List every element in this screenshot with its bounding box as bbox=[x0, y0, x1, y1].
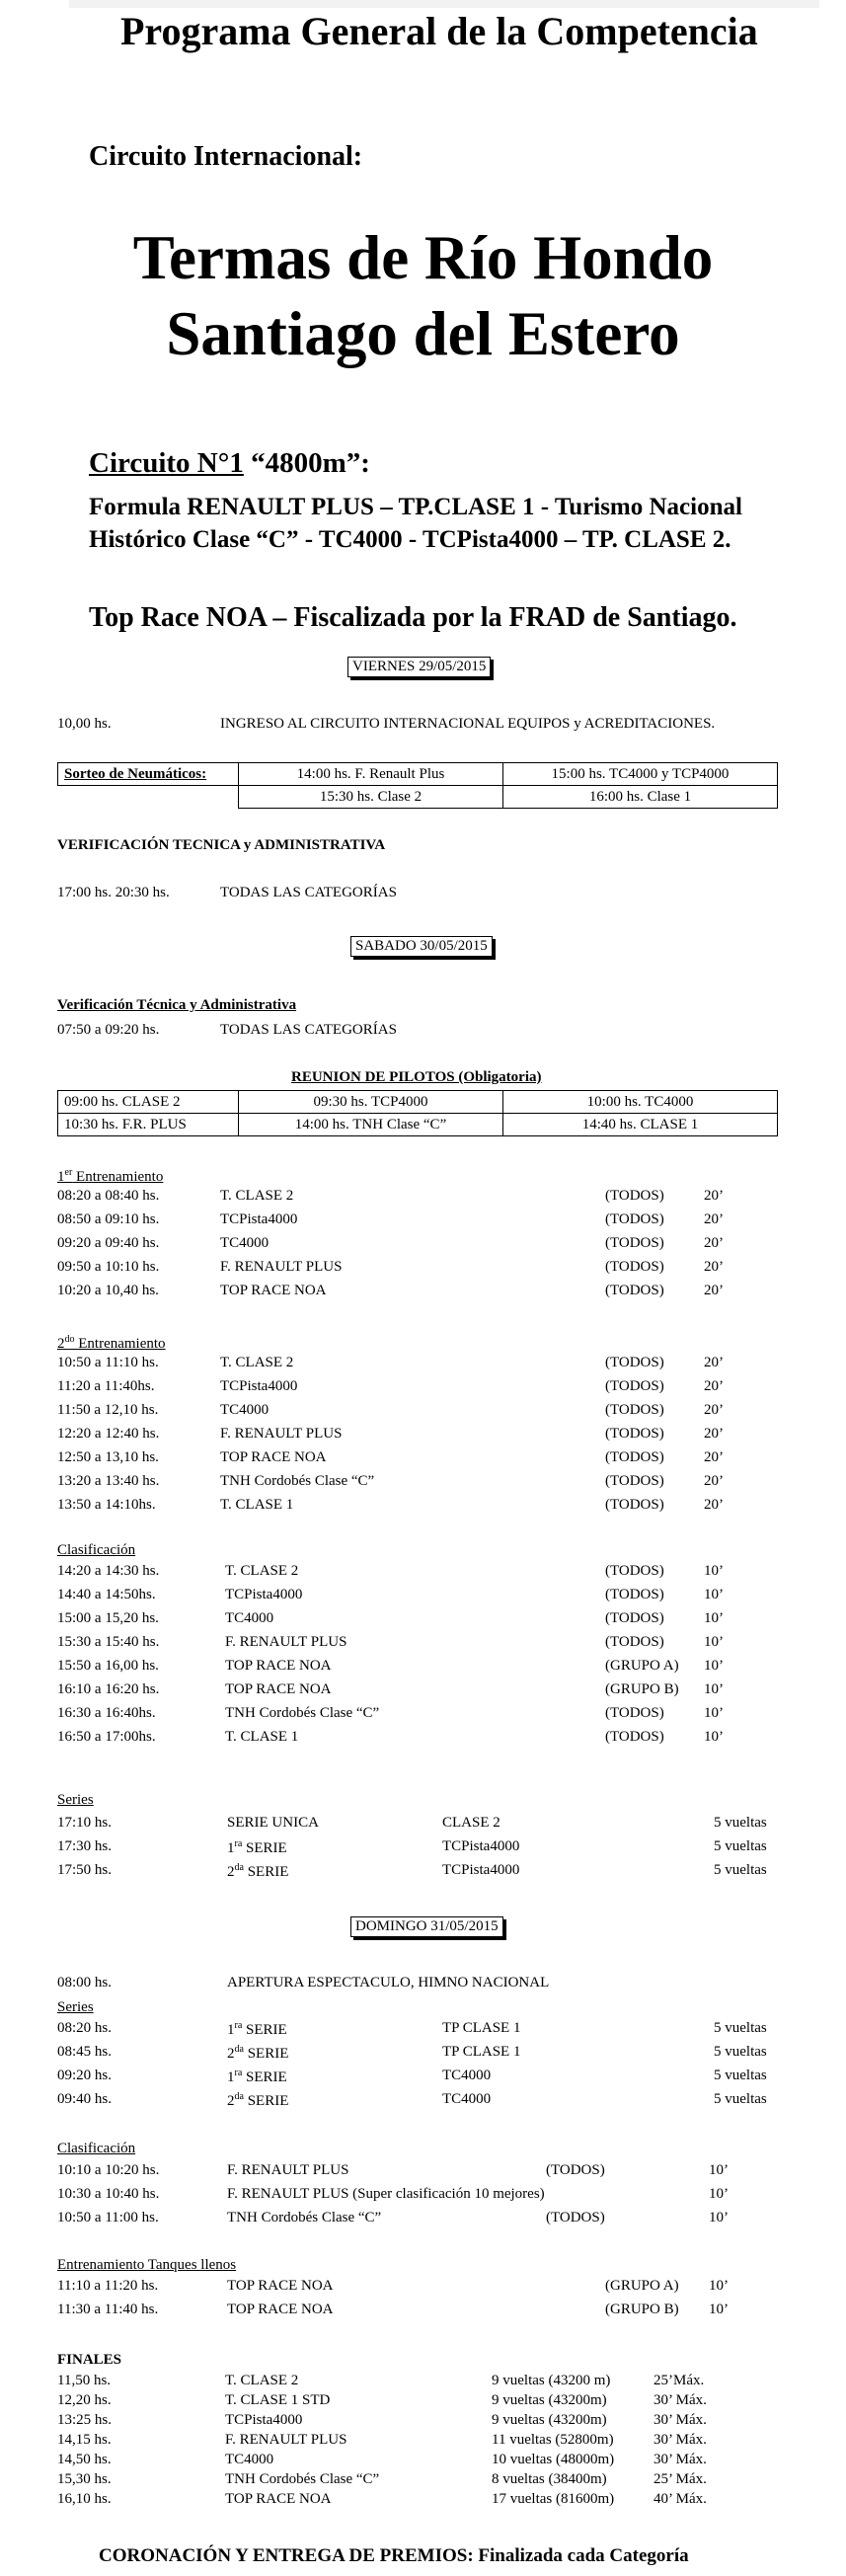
row-laps: 5 vueltas bbox=[714, 2091, 767, 2107]
row-duration: 20’ bbox=[704, 1235, 724, 1251]
row-group: (TODOS) bbox=[605, 1188, 664, 1204]
row-duration: 20’ bbox=[704, 1355, 724, 1370]
row-group: (TODOS) bbox=[605, 1259, 664, 1275]
row-category: T. CLASE 1 bbox=[225, 1729, 299, 1745]
table-cell: 10:30 hs. F.R. PLUS bbox=[58, 1114, 239, 1136]
schedule-row bbox=[57, 1426, 788, 1447]
sorteo-table bbox=[57, 762, 778, 809]
row-laps: 9 vueltas (43200m) bbox=[492, 2392, 607, 2408]
row-category: TCPista4000 bbox=[220, 1211, 298, 1227]
row-time: 17:10 hs. bbox=[57, 1815, 113, 1831]
row-category: TCPista4000 bbox=[225, 2412, 303, 2428]
schedule-row bbox=[57, 1563, 788, 1585]
row-laps: 9 vueltas (43200 m) bbox=[492, 2373, 611, 2388]
row-duration: 10’ bbox=[709, 2162, 729, 2178]
row-time: 12:50 a 13,10 hs. bbox=[57, 1449, 159, 1465]
row-category: T. CLASE 1 bbox=[220, 1497, 294, 1513]
serie-sup: da bbox=[234, 1862, 244, 1873]
row-group: (TODOS) bbox=[605, 1587, 664, 1602]
row-time: 10:20 a 10,40 hs. bbox=[57, 1283, 159, 1298]
schedule-row bbox=[57, 2373, 788, 2392]
row-time: 14:40 a 14:50hs. bbox=[57, 1587, 156, 1602]
row-duration: 20’ bbox=[704, 1497, 724, 1513]
schedule-row bbox=[57, 2412, 788, 2432]
entr1-text: Entrenamiento bbox=[72, 1169, 164, 1185]
entr2-label bbox=[57, 1334, 166, 1353]
row-text: INGRESO AL CIRCUITO INTERNACIONAL EQUIPOS y ACREDITACIONES. bbox=[220, 716, 716, 732]
schedule-row bbox=[57, 1681, 788, 1703]
entr1-label bbox=[57, 1167, 163, 1186]
serie-num: 1 bbox=[227, 1840, 235, 1856]
clasif-label-sabado: Clasificación bbox=[57, 1542, 136, 1558]
row-category: T. CLASE 2 bbox=[225, 2373, 299, 2388]
table-row bbox=[58, 1114, 778, 1136]
row-duration: 10’ bbox=[704, 1729, 724, 1745]
schedule-row bbox=[57, 2392, 788, 2412]
coronacion-line: CORONACIÓN Y ENTREGA DE PREMIOS: Finalizada cada Categoría bbox=[99, 2545, 689, 2566]
row-group: (TODOS) bbox=[546, 2162, 605, 2178]
serie-sup: ra bbox=[234, 2068, 243, 2078]
schedule-row bbox=[57, 1497, 788, 1519]
row-text: TODAS LAS CATEGORÍAS bbox=[220, 885, 397, 900]
row-category: F. RENAULT PLUS bbox=[227, 2162, 349, 2178]
row-category: TCPista4000 bbox=[225, 1587, 303, 1602]
row-serie bbox=[227, 2091, 288, 2110]
row-time: 11,50 hs. bbox=[57, 2373, 112, 2388]
row-duration: 20’ bbox=[704, 1473, 724, 1489]
row-duration: 20’ bbox=[704, 1283, 724, 1298]
verif-label-viernes: VERIFICACIÓN TECNICA y ADMINISTRATIVA bbox=[57, 837, 386, 853]
row-category: TOP RACE NOA bbox=[225, 1681, 332, 1697]
row-category: T. CLASE 2 bbox=[220, 1355, 294, 1370]
row-time: 10:50 a 11:00 hs. bbox=[57, 2210, 159, 2225]
row-laps: 8 vueltas (38400m) bbox=[492, 2471, 607, 2487]
row-group: (TODOS) bbox=[605, 1497, 664, 1513]
schedule-row bbox=[57, 1355, 788, 1376]
schedule-row bbox=[57, 1259, 788, 1281]
row-max-time: 40’ Máx. bbox=[654, 2491, 707, 2507]
circuit-heading bbox=[89, 447, 370, 480]
row-time: 10:50 a 11:10 hs. bbox=[57, 1355, 159, 1370]
row-serie bbox=[227, 1862, 288, 1881]
row-laps: 10 vueltas (48000m) bbox=[492, 2452, 615, 2467]
row-time: 15:50 a 16,00 hs. bbox=[57, 1658, 159, 1674]
row-serie bbox=[227, 1838, 287, 1857]
schedule-row bbox=[57, 2471, 788, 2491]
day-label-sabado: SABADO 30/05/2015 bbox=[350, 936, 493, 957]
row-time: 14:20 a 14:30 hs. bbox=[57, 1563, 160, 1579]
row-time: 07:50 a 09:20 hs. bbox=[57, 1022, 160, 1038]
row-category: T. CLASE 2 bbox=[225, 1563, 299, 1579]
row-laps: 5 vueltas bbox=[714, 2068, 767, 2083]
row-time: 11:10 a 11:20 hs. bbox=[57, 2278, 159, 2294]
row-duration: 10’ bbox=[704, 1563, 724, 1579]
entr2-num: 2 bbox=[57, 1336, 65, 1352]
page-title: Programa General de la Competencia bbox=[120, 9, 758, 53]
row-category: F. RENAULT PLUS bbox=[220, 1426, 343, 1442]
sorteo-label: Sorteo de Neumáticos: bbox=[58, 763, 239, 786]
verif-label-sabado: Verificación Técnica y Administrativa bbox=[57, 997, 297, 1013]
row-time: 08:20 hs. bbox=[57, 2020, 113, 2036]
row-group: (TODOS) bbox=[605, 1563, 664, 1579]
row-laps: 9 vueltas (43200m) bbox=[492, 2412, 607, 2428]
schedule-row bbox=[57, 2491, 788, 2511]
row-time: 16:50 a 17:00hs. bbox=[57, 1729, 156, 1745]
row-group: (TODOS) bbox=[605, 1473, 664, 1489]
schedule-row bbox=[57, 1705, 788, 1727]
serie-num: 2 bbox=[227, 1864, 235, 1880]
serie-num: 2 bbox=[227, 2046, 235, 2062]
venue-line-2: Santiago del Estero bbox=[166, 299, 680, 368]
row-time: 10:30 a 10:40 hs. bbox=[57, 2186, 160, 2202]
circuit-number: Circuito N°1 bbox=[89, 447, 244, 479]
row-duration: 10’ bbox=[709, 2278, 729, 2294]
top-strip bbox=[69, 0, 819, 8]
table-row bbox=[58, 786, 778, 809]
row-group: (GRUPO A) bbox=[605, 2278, 679, 2294]
categories-line-2: Histórico Clase “C” - TC4000 - TCPista4000 – TP. CLASE 2. bbox=[89, 526, 731, 553]
table-cell: 14:40 hs. CLASE 1 bbox=[503, 1114, 778, 1136]
row-category: TNH Cordobés Clase “C” bbox=[225, 1705, 380, 1721]
row-duration: 10’ bbox=[704, 1705, 724, 1721]
entr2-text: Entrenamiento bbox=[74, 1336, 166, 1352]
schedule-row bbox=[57, 2278, 788, 2300]
row-duration: 10’ bbox=[704, 1681, 724, 1697]
row-time: 13:50 a 14:10hs. bbox=[57, 1497, 156, 1513]
entr2-sup: do bbox=[64, 1334, 75, 1345]
finales-label: FINALES bbox=[57, 2352, 122, 2368]
row-time: 15,30 hs. bbox=[57, 2471, 112, 2487]
circuit-label: Circuito Internacional: bbox=[89, 141, 363, 172]
row-group: (TODOS) bbox=[605, 1426, 664, 1442]
row-category: TC4000 bbox=[225, 1610, 274, 1626]
row-time: 09:50 a 10:10 hs. bbox=[57, 1259, 160, 1275]
table-row bbox=[58, 763, 778, 786]
row-duration: 20’ bbox=[704, 1378, 724, 1394]
table-cell: 14:00 hs. F. Renault Plus bbox=[239, 763, 503, 786]
row-text: APERTURA ESPECTACULO, HIMNO NACIONAL bbox=[227, 1975, 550, 1991]
schedule-row bbox=[57, 1729, 788, 1751]
serie-text: SERIE bbox=[242, 2069, 287, 2085]
row-category: TC4000 bbox=[220, 1235, 269, 1251]
schedule-row bbox=[57, 2186, 788, 2208]
row-laps: 5 vueltas bbox=[714, 1862, 767, 1878]
table-cell: 14:00 hs. TNH Clase “C” bbox=[239, 1114, 503, 1136]
row-category: T. CLASE 1 STD bbox=[225, 2392, 331, 2408]
row-duration: 20’ bbox=[704, 1259, 724, 1275]
row-group: (TODOS) bbox=[605, 1610, 664, 1626]
schedule-row bbox=[57, 1283, 788, 1304]
schedule-row bbox=[57, 1634, 788, 1656]
row-category: TC4000 bbox=[442, 2068, 492, 2083]
row-duration: 10’ bbox=[709, 2210, 729, 2225]
schedule-row bbox=[57, 2068, 788, 2089]
row-category: TCPista4000 bbox=[442, 1838, 520, 1854]
row-serie bbox=[227, 2020, 287, 2039]
row-time: 14,15 hs. bbox=[57, 2432, 112, 2448]
schedule-row bbox=[57, 2091, 788, 2113]
row-time: 15:30 a 15:40 hs. bbox=[57, 1634, 160, 1650]
row-duration: 20’ bbox=[704, 1211, 724, 1227]
row-category: F. RENAULT PLUS (Super clasificación 10 mejores) bbox=[227, 2186, 545, 2202]
row-group: (GRUPO B) bbox=[605, 2302, 679, 2317]
day-label-viernes: VIERNES 29/05/2015 bbox=[347, 657, 491, 677]
row-time: 14,50 hs. bbox=[57, 2452, 112, 2467]
row-duration: 20’ bbox=[704, 1426, 724, 1442]
row-time: 09:20 a 09:40 hs. bbox=[57, 1235, 160, 1251]
serie-sup: da bbox=[234, 2044, 244, 2055]
serie-sup: da bbox=[234, 2091, 244, 2102]
row-time: 16,10 hs. bbox=[57, 2491, 112, 2507]
row-time: 08:50 a 09:10 hs. bbox=[57, 1211, 160, 1227]
row-time: 08:45 hs. bbox=[57, 2044, 113, 2060]
schedule-row bbox=[57, 2020, 788, 2042]
schedule-row bbox=[57, 2432, 788, 2452]
row-max-time: 30’ Máx. bbox=[654, 2392, 707, 2408]
row-group: (TODOS) bbox=[605, 1402, 664, 1418]
row-group: (TODOS) bbox=[605, 1449, 664, 1465]
schedule-row bbox=[57, 1658, 788, 1679]
row-group: (TODOS) bbox=[605, 1634, 664, 1650]
day-label-domingo: DOMINGO 31/05/2015 bbox=[350, 1916, 503, 1937]
row-group: (TODOS) bbox=[605, 1211, 664, 1227]
row-category: TOP RACE NOA bbox=[220, 1283, 327, 1298]
table-cell: 16:00 hs. Clase 1 bbox=[503, 786, 778, 809]
row-duration: 10’ bbox=[704, 1610, 724, 1626]
serie-sup: ra bbox=[234, 1838, 243, 1849]
row-group: (GRUPO B) bbox=[605, 1681, 679, 1697]
row-time: 13:25 hs. bbox=[57, 2412, 113, 2428]
schedule-row bbox=[57, 2302, 788, 2323]
row-duration: 10’ bbox=[704, 1634, 724, 1650]
row-group: (TODOS) bbox=[605, 1283, 664, 1298]
schedule-row bbox=[57, 1815, 788, 1836]
row-time: 10,00 hs. bbox=[57, 716, 112, 732]
table-cell: 10:00 hs. TC4000 bbox=[503, 1091, 778, 1114]
row-max-time: 25’ Máx. bbox=[654, 2471, 707, 2487]
row-duration: 10’ bbox=[709, 2302, 729, 2317]
serie-num: 1 bbox=[227, 2069, 235, 2085]
reunion-table bbox=[57, 1090, 778, 1136]
row-category: TOP RACE NOA bbox=[227, 2302, 334, 2317]
row-group: (GRUPO A) bbox=[605, 1658, 679, 1674]
row-category: TC4000 bbox=[220, 1402, 269, 1418]
schedule-row bbox=[57, 1402, 788, 1424]
row-time: 08:20 a 08:40 hs. bbox=[57, 1188, 160, 1204]
row-time: 16:30 a 16:40hs. bbox=[57, 1705, 156, 1721]
ingreso-row bbox=[57, 716, 788, 738]
row-category: TOP RACE NOA bbox=[225, 2491, 332, 2507]
entr1-sup: er bbox=[64, 1167, 73, 1178]
row-duration: 10’ bbox=[709, 2186, 729, 2202]
row-category: TP CLASE 1 bbox=[442, 2020, 521, 2036]
row-category: TC4000 bbox=[225, 2452, 274, 2467]
schedule-row bbox=[57, 1862, 788, 1884]
reunion-label: REUNION DE PILOTOS (Obligatoria) bbox=[291, 1069, 542, 1085]
row-category: F. RENAULT PLUS bbox=[225, 1634, 347, 1650]
row-time: 15:00 a 15,20 hs. bbox=[57, 1610, 159, 1626]
row-max-time: 25’Máx. bbox=[654, 2373, 705, 2388]
schedule-row bbox=[57, 1587, 788, 1608]
row-time: 17:50 hs. bbox=[57, 1862, 113, 1878]
row-category: TNH Cordobés Clase “C” bbox=[220, 1473, 375, 1489]
table-cell bbox=[58, 786, 239, 809]
row-category: T. CLASE 2 bbox=[220, 1188, 294, 1204]
serie-text: SERIE bbox=[243, 1864, 289, 1880]
series-label-domingo: Series bbox=[57, 1999, 94, 2015]
row-category: TCPista4000 bbox=[442, 1862, 520, 1878]
table-cell: 15:00 hs. TC4000 y TCP4000 bbox=[503, 763, 778, 786]
row-max-time: 30’ Máx. bbox=[654, 2432, 707, 2448]
row-serie bbox=[227, 2068, 287, 2086]
row-category: TP CLASE 1 bbox=[442, 2044, 521, 2060]
serie-num: 1 bbox=[227, 2022, 235, 2038]
row-time: 12,20 hs. bbox=[57, 2392, 112, 2408]
row-laps: 5 vueltas bbox=[714, 2044, 767, 2060]
table-row bbox=[58, 1091, 778, 1114]
row-category: F. RENAULT PLUS bbox=[225, 2432, 347, 2448]
row-duration: 20’ bbox=[704, 1188, 724, 1204]
row-time: 17:00 hs. 20:30 hs. bbox=[57, 885, 170, 900]
series-label-sabado: Series bbox=[57, 1792, 94, 1808]
serie-text: SERIE bbox=[242, 2022, 287, 2038]
row-max-time: 30’ Máx. bbox=[654, 2452, 707, 2467]
top-race-line: Top Race NOA – Fiscalizada por la FRAD de Santiago. bbox=[89, 602, 737, 633]
serie-text: SERIE bbox=[242, 1840, 287, 1856]
schedule-row bbox=[57, 1473, 788, 1495]
entr1-num: 1 bbox=[57, 1169, 65, 1185]
row-laps: 5 vueltas bbox=[714, 1838, 767, 1854]
row-group: (TODOS) bbox=[605, 1235, 664, 1251]
row-laps: 11 vueltas (52800m) bbox=[492, 2432, 614, 2448]
serie-text: SERIE bbox=[243, 2046, 289, 2062]
row-duration: 20’ bbox=[704, 1402, 724, 1418]
row-serie bbox=[227, 2044, 288, 2063]
row-laps: 17 vueltas (81600m) bbox=[492, 2491, 615, 2507]
row-time: 08:00 hs. bbox=[57, 1975, 113, 1991]
row-time: 17:30 hs. bbox=[57, 1838, 113, 1854]
row-category: CLASE 2 bbox=[442, 1815, 500, 1831]
row-category: F. RENAULT PLUS bbox=[220, 1259, 343, 1275]
row-category: TOP RACE NOA bbox=[225, 1658, 332, 1674]
row-time: 11:50 a 12,10 hs. bbox=[57, 1402, 159, 1418]
schedule-row bbox=[57, 2210, 788, 2231]
row-laps: 5 vueltas bbox=[714, 2020, 767, 2036]
schedule-row bbox=[57, 1188, 788, 1210]
table-cell: 09:30 hs. TCP4000 bbox=[239, 1091, 503, 1114]
categories-line-1: Formula RENAULT PLUS – TP.CLASE 1 - Turismo Nacional bbox=[89, 494, 742, 520]
table-cell: 15:30 hs. Clase 2 bbox=[239, 786, 503, 809]
table-cell: 09:00 hs. CLASE 2 bbox=[58, 1091, 239, 1114]
row-category: TOP RACE NOA bbox=[220, 1449, 327, 1465]
serie-num: SERIE UNICA bbox=[227, 1815, 319, 1831]
schedule-row bbox=[57, 2044, 788, 2066]
verif-row-viernes bbox=[57, 885, 788, 906]
row-duration: 10’ bbox=[704, 1658, 724, 1674]
row-time: 11:30 a 11:40 hs. bbox=[57, 2302, 159, 2317]
apertura-row bbox=[57, 1975, 788, 1996]
row-group: (TODOS) bbox=[605, 1705, 664, 1721]
venue-line-1: Termas de Río Hondo bbox=[132, 223, 714, 292]
serie-sup: ra bbox=[234, 2020, 243, 2031]
circuit-length: “4800m”: bbox=[243, 447, 370, 479]
row-time: 09:20 hs. bbox=[57, 2068, 113, 2083]
row-category: TCPista4000 bbox=[220, 1378, 298, 1394]
row-group: (TODOS) bbox=[605, 1729, 664, 1745]
row-group: (TODOS) bbox=[546, 2210, 605, 2225]
row-laps: 5 vueltas bbox=[714, 1815, 767, 1831]
clasif-label-domingo: Clasificación bbox=[57, 2141, 136, 2156]
serie-text: SERIE bbox=[243, 2093, 289, 2109]
row-time: 09:40 hs. bbox=[57, 2091, 113, 2107]
row-time: 16:10 a 16:20 hs. bbox=[57, 1681, 160, 1697]
tanques-label: Entrenamiento Tanques llenos bbox=[57, 2257, 237, 2273]
row-duration: 20’ bbox=[704, 1449, 724, 1465]
verif-row-sabado bbox=[57, 1022, 788, 1044]
schedule-row bbox=[57, 1610, 788, 1632]
row-group: (TODOS) bbox=[605, 1355, 664, 1370]
schedule-row bbox=[57, 2452, 788, 2471]
schedule-row bbox=[57, 1378, 788, 1400]
row-serie bbox=[227, 1815, 319, 1832]
row-time: 12:20 a 12:40 hs. bbox=[57, 1426, 160, 1442]
row-max-time: 30’ Máx. bbox=[654, 2412, 707, 2428]
schedule-row bbox=[57, 1838, 788, 1860]
schedule-row bbox=[57, 1235, 788, 1257]
row-text: TODAS LAS CATEGORÍAS bbox=[220, 1022, 397, 1038]
row-category: TNH Cordobés Clase “C” bbox=[225, 2471, 380, 2487]
row-category: TOP RACE NOA bbox=[227, 2278, 334, 2294]
row-time: 13:20 a 13:40 hs. bbox=[57, 1473, 160, 1489]
schedule-row bbox=[57, 1211, 788, 1233]
schedule-row bbox=[57, 2162, 788, 2184]
row-category: TNH Cordobés Clase “C” bbox=[227, 2210, 382, 2225]
schedule-row bbox=[57, 1449, 788, 1471]
row-time: 10:10 a 10:20 hs. bbox=[57, 2162, 160, 2178]
row-group: (TODOS) bbox=[605, 1378, 664, 1394]
row-category: TC4000 bbox=[442, 2091, 492, 2107]
row-duration: 10’ bbox=[704, 1587, 724, 1602]
row-time: 11:20 a 11:40hs. bbox=[57, 1378, 155, 1394]
serie-num: 2 bbox=[227, 2093, 235, 2109]
